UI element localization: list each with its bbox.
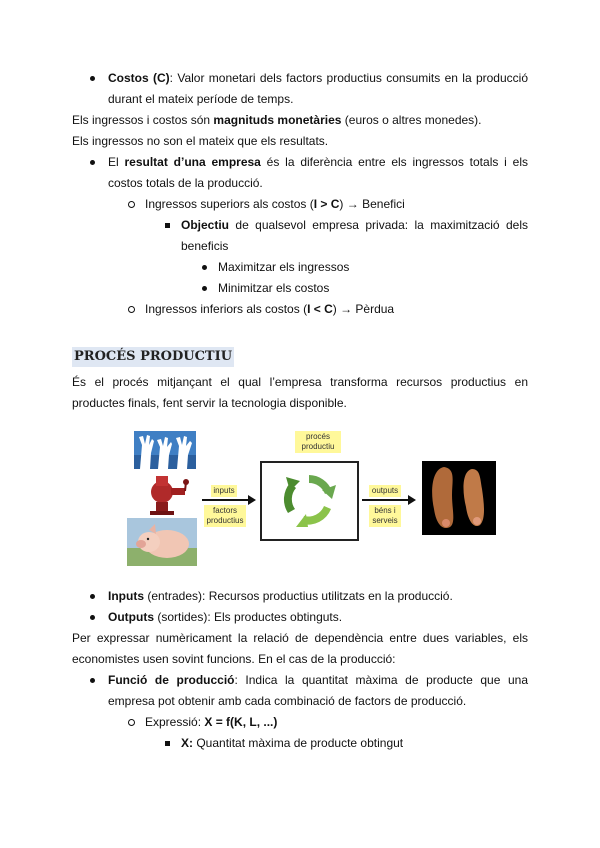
inputs-arrowhead [248,495,256,505]
intro-paragraph: És el procés mitjançant el qual l’empresa transforma recursos productius en [72,375,528,389]
resultat-definition: El resultat d’una empresa és la diferència entre els ingressos totals i els [108,155,528,169]
products-image [422,461,496,535]
machinery-image [138,472,192,516]
functions-paragraph-cont: economistes usen sovint funcions. En el cas de la producció: [72,652,396,666]
expression-item: Expressió: X = f(K, L, ...) [145,715,278,729]
resultats-paragraph: Els ingressos no son el mateix que els resultats. [72,134,329,148]
bullet-square [165,741,170,746]
maximitzar-item: Maximitzar els ingressos [218,260,350,274]
outputs-arrow [362,499,410,501]
bullet-dot [202,265,207,270]
outputs-arrowhead [408,495,416,505]
bullet-dot [90,615,95,620]
bullet-circle [128,719,135,726]
outputs-label: outputs [369,485,401,497]
objectiu-item-cont: beneficis [181,239,229,253]
bullet-circle [128,201,135,208]
recycle-icon [278,469,340,531]
perdua-item: Ingressos inferiors als costos (I < C) → Pèrdua [145,302,395,316]
x-variable-item: X: Quantitat màxima de producte obtingut [181,736,404,750]
costos-definition: Costos (C): Valor monetari dels factors productius consumits en la producció [108,71,528,85]
pig-image [127,518,197,566]
outputs-sub-label: béns i serveis [369,505,401,527]
workers-hands-image [134,431,196,469]
magnituds-paragraph: Els ingressos i costos són magnituds monetàries (euros o altres monedes). [72,113,482,127]
funcio-produccio-definition: Funció de producció: Indica la quantitat màxima de producte que una [108,673,528,687]
section-heading: PROCÉS PRODUCTIU [72,347,234,367]
production-diagram [125,425,505,570]
inputs-sub-label: factors productius [204,505,246,527]
outputs-definition: Outputs (sortides): Els productes obtinguts. [108,610,343,624]
bullet-dot [202,286,207,291]
resultat-definition-cont: costos totals de la producció. [108,176,263,190]
intro-paragraph-cont: productes finals, fent servir la tecnologia disponible. [72,396,347,410]
minimitzar-item: Minimitzar els costos [218,281,330,295]
inputs-label: inputs [211,485,237,497]
inputs-definition: Inputs (entrades): Recursos productius utilitzats en la producció. [108,589,453,603]
benefici-item: Ingressos superiors als costos (I > C) → Benefici [145,197,405,211]
bullet-dot [90,160,95,165]
bullet-circle [128,306,135,313]
costos-definition-cont: durant el mateix període de temps. [108,92,294,106]
bullet-square [165,223,170,228]
bullet-dot [90,678,95,683]
bullet-dot [90,594,95,599]
functions-paragraph: Per expressar numèricament la relació de dependència entre dues variables, els [72,631,528,645]
process-label: procés productiu [295,431,341,453]
objectiu-item: Objectiu de qualsevol empresa privada: la maximització dels [181,218,528,232]
inputs-arrow [202,499,250,501]
bullet-dot [90,76,95,81]
funcio-produccio-definition-cont: empresa pot obtenir amb cada combinació de factors de producció. [108,694,467,708]
